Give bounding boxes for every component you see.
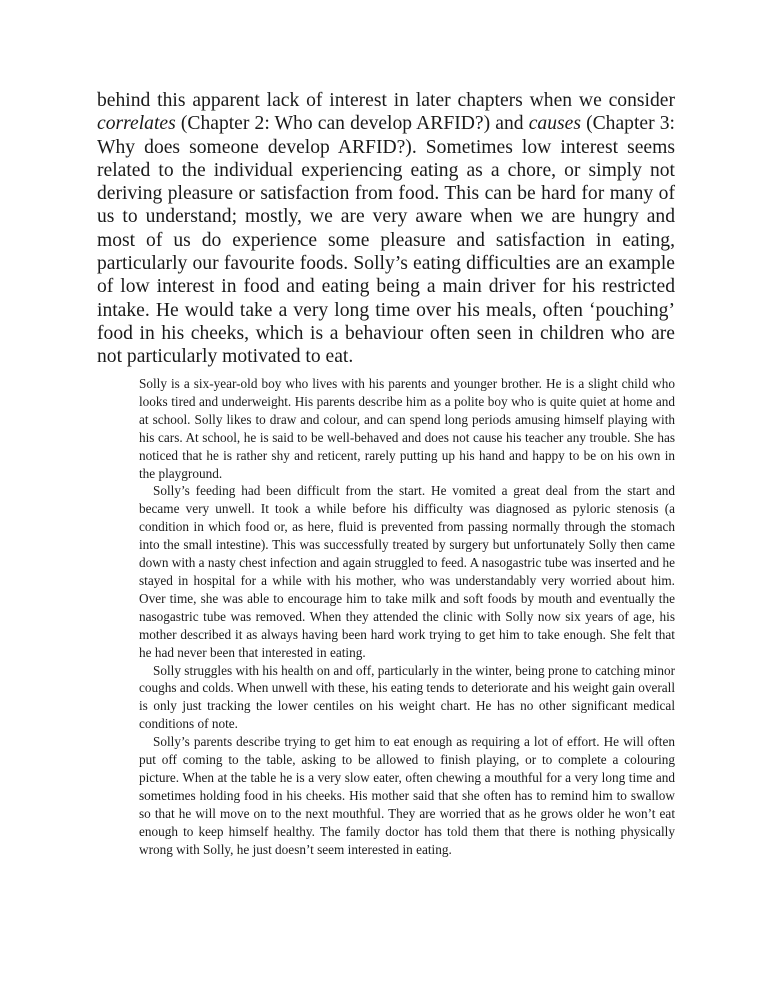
body-text-part-3: (Chapter 2: Who can develop ARFID?) and: [175, 113, 529, 135]
body-paragraph: [97, 89, 675, 369]
case-study-block: [139, 375, 675, 858]
body-text-part-1: behind this apparent lack of interest in later chapters when we consider: [97, 90, 675, 111]
case-study-paragraph: Solly is a six-year-old boy who lives with his parents and younger brother. He is a slight child who looks tired and underweight. His parents describe him as a polite boy who is quite quiet at home and at school. Solly likes to draw and colour, and can spend long periods amusing himself playing with his cars. At school, he is said to be well-behaved and does not cause his teacher any trouble. She has noticed that he is rather shy and reticent, rarely putting up his hand and happy to be on his own in the playground.: [139, 376, 675, 481]
italic-term-causes: causes: [528, 113, 581, 135]
body-text-part-5: (Chapter 3: Why does someone develop ARFID?). Sometimes low interest seems related to the individual experiencing eating as a chore, or simply not deriving pleasure or satisfaction from food. This can be hard for many of us to understand; mostly, we are very aware when we are hungry and most of us do experience some pleasure and satisfaction in eating, particularly our favourite foods. Solly’s eating difficulties are an example of low interest in food and eating being a main driver for his restricted intake. He would take a very long time over his meals, often ‘pouching’ food in his cheeks, which is a behaviour often seen in children who are not particularly motivated to eat.: [97, 113, 675, 368]
case-study-paragraph: Solly’s feeding had been difficult from the start. He vomited a great deal from the start and became very unwell. It took a while before his difficulty was diagnosed as pyloric stenosis (a condition in which food or, as here, fluid is prevented from passing normally through the stomach into the small intestine). This was successfully treated by surgery but unfortunately Solly then came down with a nasty chest infection and again struggled to feed. A nasogastric tube was inserted and he stayed in hospital for a while with his mother, who was understandably very worried about him. Over time, she was able to encourage him to take milk and soft foods by mouth and eventually the nasogastric tube was removed. When they attended the clinic with Solly now six years of age, his mother described it as always having been hard work trying to get him to take enough. She felt that he had never been that interested in eating.: [139, 483, 675, 660]
case-study-paragraph: Solly struggles with his health on and off, particularly in the winter, being prone to catching minor coughs and colds. When unwell with these, his eating tends to deteriorate and his weight gain overall is only just tracking the lower centiles on his weight chart. He has no other significant medical conditions of note.: [139, 662, 675, 732]
italic-term-correlates: correlates: [97, 113, 176, 135]
case-study-paragraph: Solly’s parents describe trying to get him to eat enough as requiring a lot of effort. He will often put off coming to the table, asking to be allowed to finish playing, or to complete a colouring picture. When at the table he is a very slow eater, often chewing a mouthful for a very long time and sometimes holding food in his cheeks. His mother said that she often has to remind him to swallow so that he will move on to the next mouthful. They are worried that as he grows older he won’t eat enough to keep himself healthy. The family doctor has told them that there is nothing physically wrong with Solly, he just doesn’t seem interested in eating.: [139, 734, 675, 857]
